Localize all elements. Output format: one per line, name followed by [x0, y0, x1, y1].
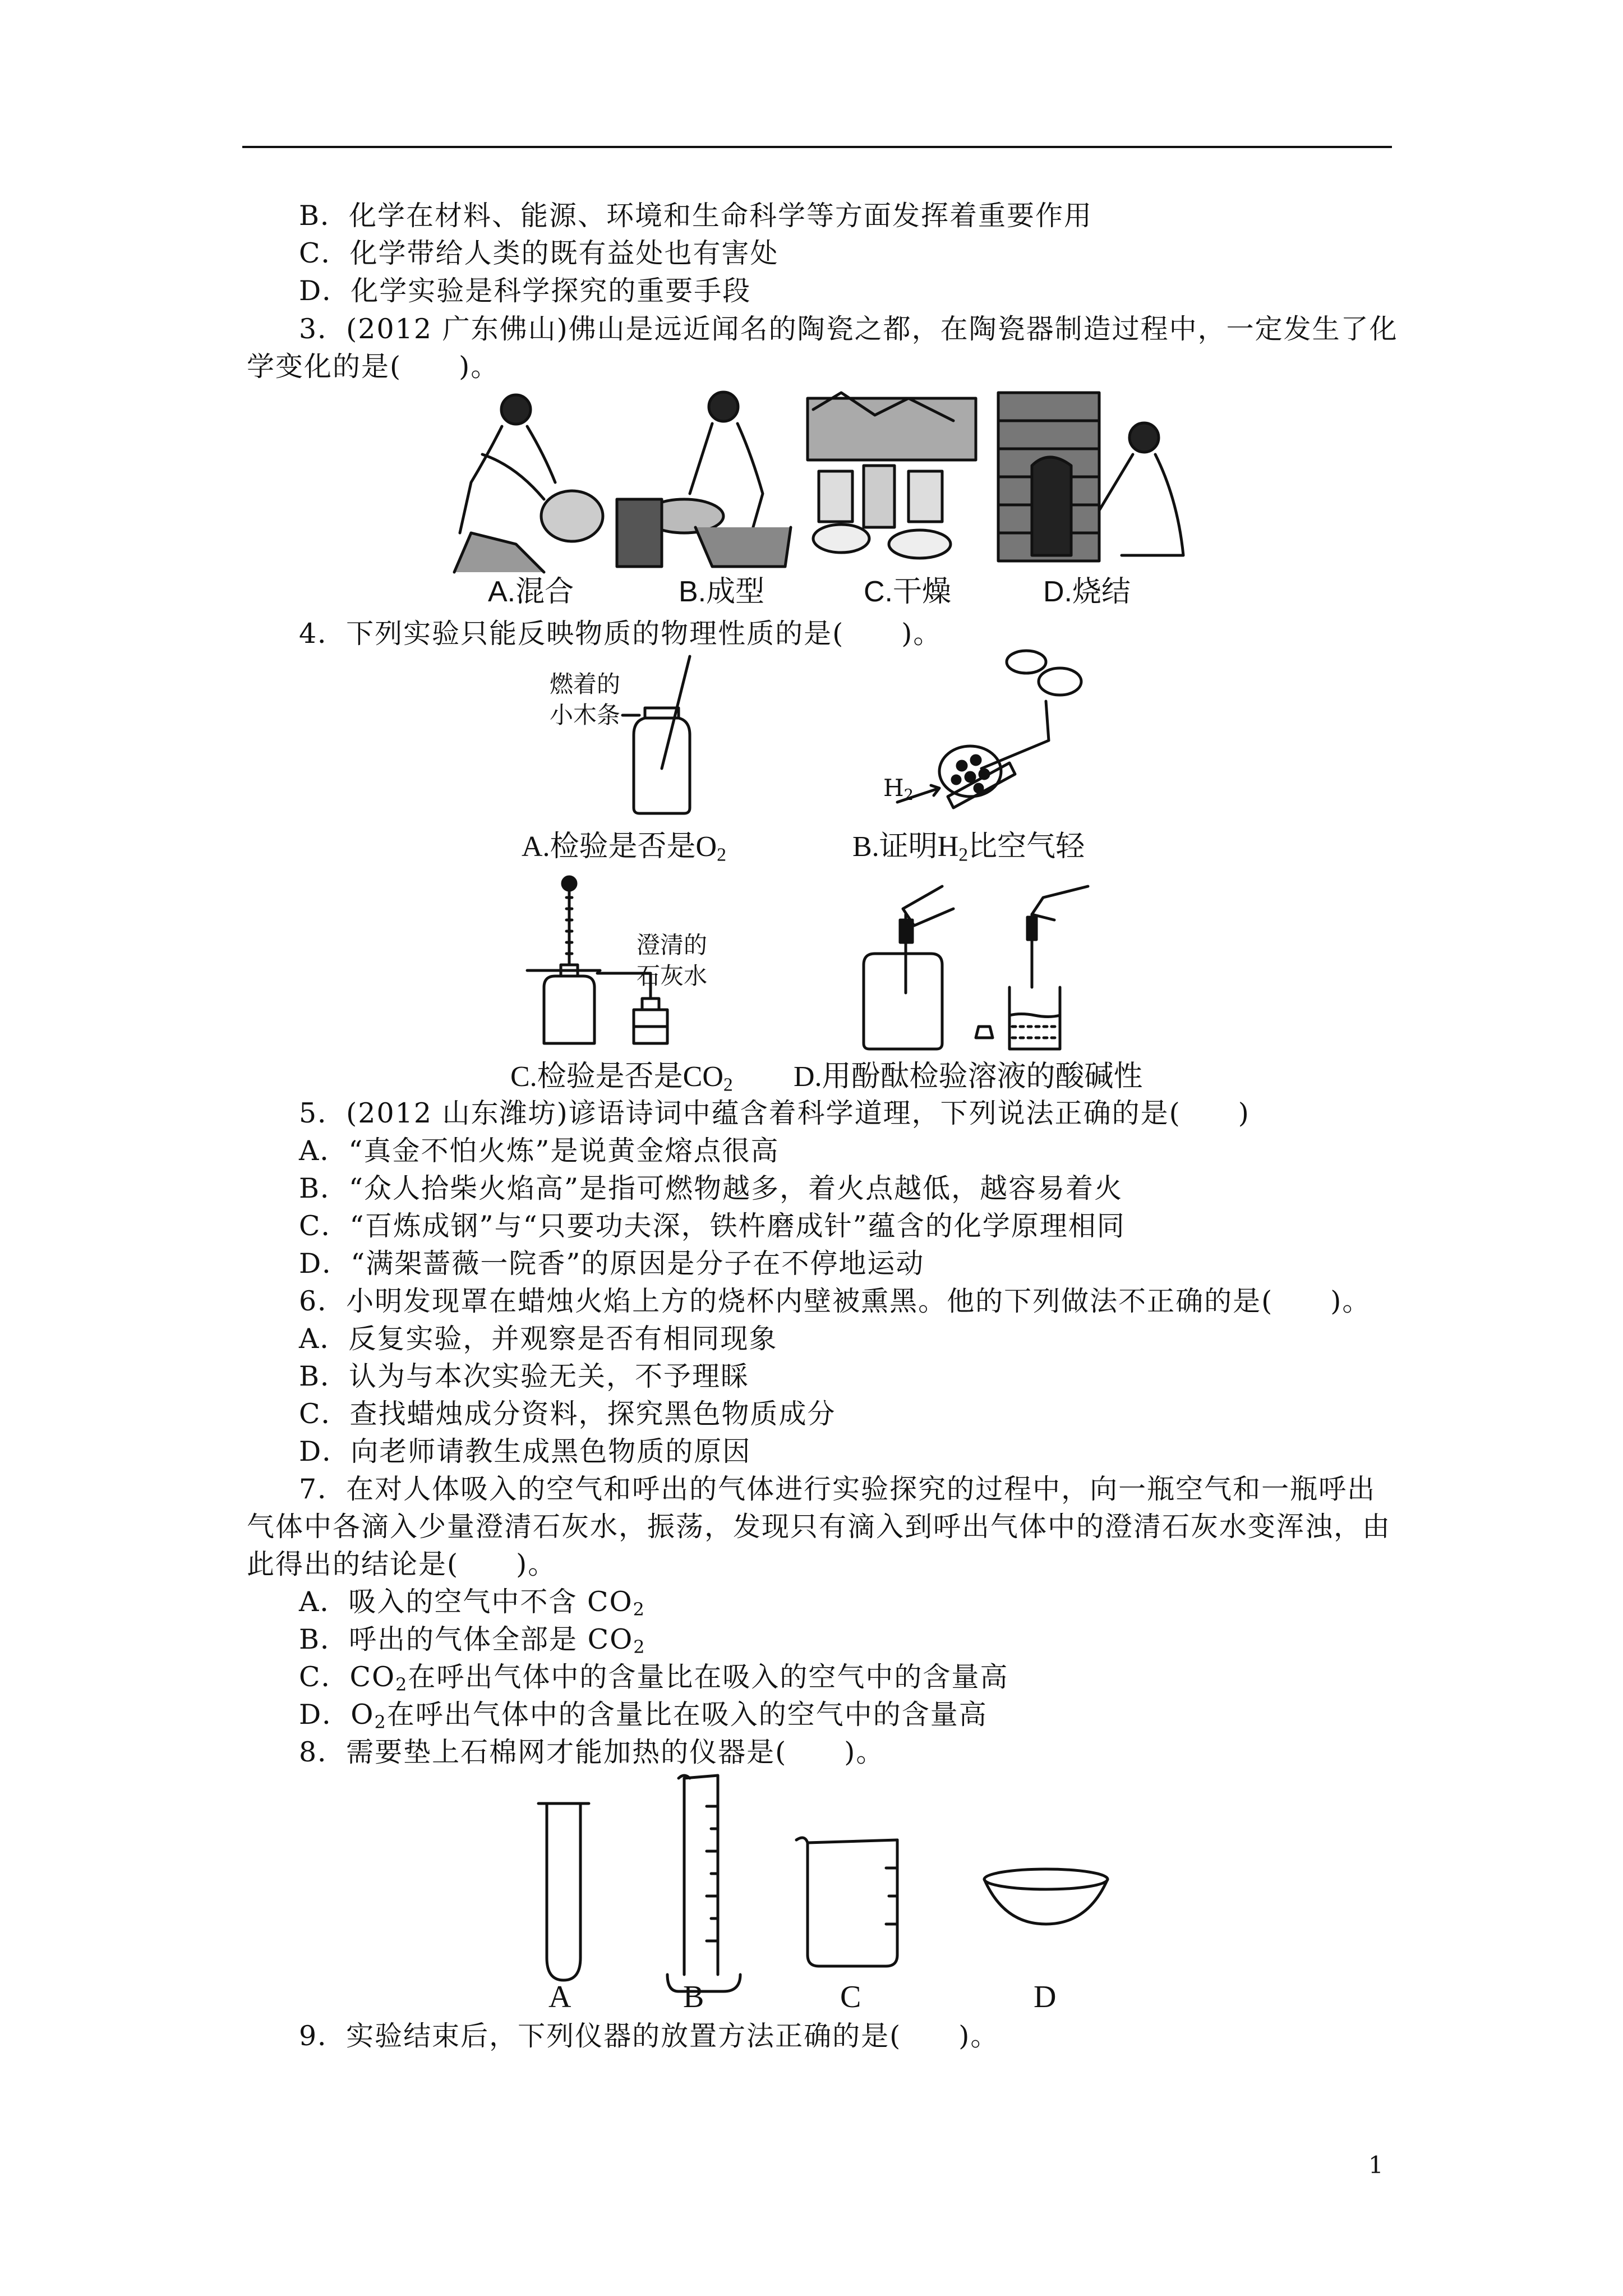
q4-oxygen-test-diagram — [617, 656, 707, 813]
q4-label-lime-2: 石灰水 — [637, 962, 708, 990]
q5-option-b: B．“众人拾柴火焰高”是指可燃物越多，着火点越低，越容易着火 — [299, 1172, 1123, 1204]
q5-option-a: A．“真金不怕火炼”是说黄金熔点很高 — [299, 1135, 780, 1167]
q4-caption-b: B.证明$H_2$比空气轻 — [852, 831, 1085, 866]
q4-caption-d: D.用酚酞检验溶液的酸碱性 — [794, 1061, 1143, 1093]
q8-test-tube — [536, 1801, 592, 1986]
q7-stem-line1: 7．在对人体吸入的空气和呼出的气体进行实验探究的过程中，向一瓶空气和一瓶呼出 — [299, 1473, 1376, 1505]
q4-phenolphthalein-diagram — [852, 875, 1099, 1055]
q3-pottery-illustration — [449, 387, 1211, 572]
q4-caption-c: C.检验是否是$CO_2$ — [510, 1061, 733, 1096]
q6-stem: 6．小明发现罩在蜡烛火焰上方的烧杯内壁被熏黑。他的下列做法不正确的是( )。 — [299, 1285, 1371, 1317]
q5-option-c: C．“百炼成钢”与“只要功夫深，铁杵磨成针”蕴含的化学原理相同 — [299, 1210, 1126, 1242]
q4-label-splint-2: 小木条 — [550, 701, 621, 729]
header-rule — [242, 146, 1392, 148]
q7-stem-line2: 气体中各滴入少量澄清石灰水，振荡，发现只有滴入到呼出气体中的澄清石灰水变浑浊，由 — [247, 1511, 1391, 1543]
q4-label-splint-1: 燃着的 — [550, 670, 621, 698]
q6-option-a: A．反复实验，并观察是否有相同现象 — [299, 1323, 778, 1355]
q3-stem-line1: 3．(2012 广东佛山)佛山是远近闻名的陶瓷之都，在陶瓷器制造过程中，一定发生了化 — [299, 313, 1398, 345]
q3-stem-line2: 学变化的是( )。 — [247, 351, 500, 383]
q8-beaker — [796, 1834, 909, 1969]
q6-option-d: D．向老师请教生成黑色物质的原因 — [299, 1435, 751, 1467]
q8-label-d: D — [1034, 1980, 1057, 2014]
q8-label-b: B — [683, 1980, 704, 2014]
q2-option-d: D．化学实验是科学探究的重要手段 — [299, 275, 751, 307]
q4-label-lime-1: 澄清的 — [637, 931, 708, 959]
q3-caption-b: B.成型 — [679, 576, 765, 608]
q5-stem: 5．(2012 山东潍坊)谚语诗词中蕴含着科学道理，下列说法正确的是( ) — [299, 1097, 1250, 1129]
q4-stem: 4．下列实验只能反映物质的物理性质的是( )。 — [299, 618, 942, 650]
q7-option-d: D．$O_2$在呼出气体中的含量比在吸入的空气中的含量高 — [299, 1699, 988, 1733]
q6-option-b: B．认为与本次实验无关，不予理睬 — [299, 1360, 750, 1392]
q3-caption-a: A.混合 — [488, 576, 574, 608]
q7-option-b: B．呼出的气体全部是 $CO_2$ — [299, 1623, 646, 1658]
q9-stem: 9．实验结束后，下列仪器的放置方法正确的是( )。 — [299, 2020, 999, 2052]
q3-caption-c: C.干燥 — [864, 576, 952, 608]
q3-caption-d: D.烧结 — [1043, 576, 1131, 608]
q7-stem-line3: 此得出的结论是( )。 — [247, 1548, 557, 1580]
q7-option-a: A．吸入的空气中不含 $CO_2$ — [299, 1586, 645, 1620]
q6-option-c: C．查找蜡烛成分资料，探究黑色物质成分 — [299, 1398, 836, 1430]
q8-label-a: A — [548, 1980, 571, 2014]
page-number: 1 — [1368, 2151, 1384, 2179]
q8-label-c: C — [840, 1980, 861, 2014]
q8-graduated-cylinder — [667, 1773, 746, 1997]
q8-stem: 8．需要垫上石棉网才能加热的仪器是( )。 — [299, 1736, 885, 1768]
q2-option-b: B．化学在材料、能源、环境和生命科学等方面发挥着重要作用 — [299, 200, 1093, 232]
q2-option-c: C．化学带给人类的既有益处也有害处 — [299, 237, 779, 269]
q5-option-d: D．“满架蔷薇一院香”的原因是分子在不停地运动 — [299, 1248, 925, 1280]
q7-option-c: C．$CO_2$在呼出气体中的含量比在吸入的空气中的含量高 — [299, 1661, 1009, 1695]
q4-label-h2: $H_2$ — [883, 774, 914, 804]
q4-caption-a: A.检验是否是$O_2$ — [522, 831, 727, 866]
q8-evaporating-dish — [981, 1868, 1110, 1930]
